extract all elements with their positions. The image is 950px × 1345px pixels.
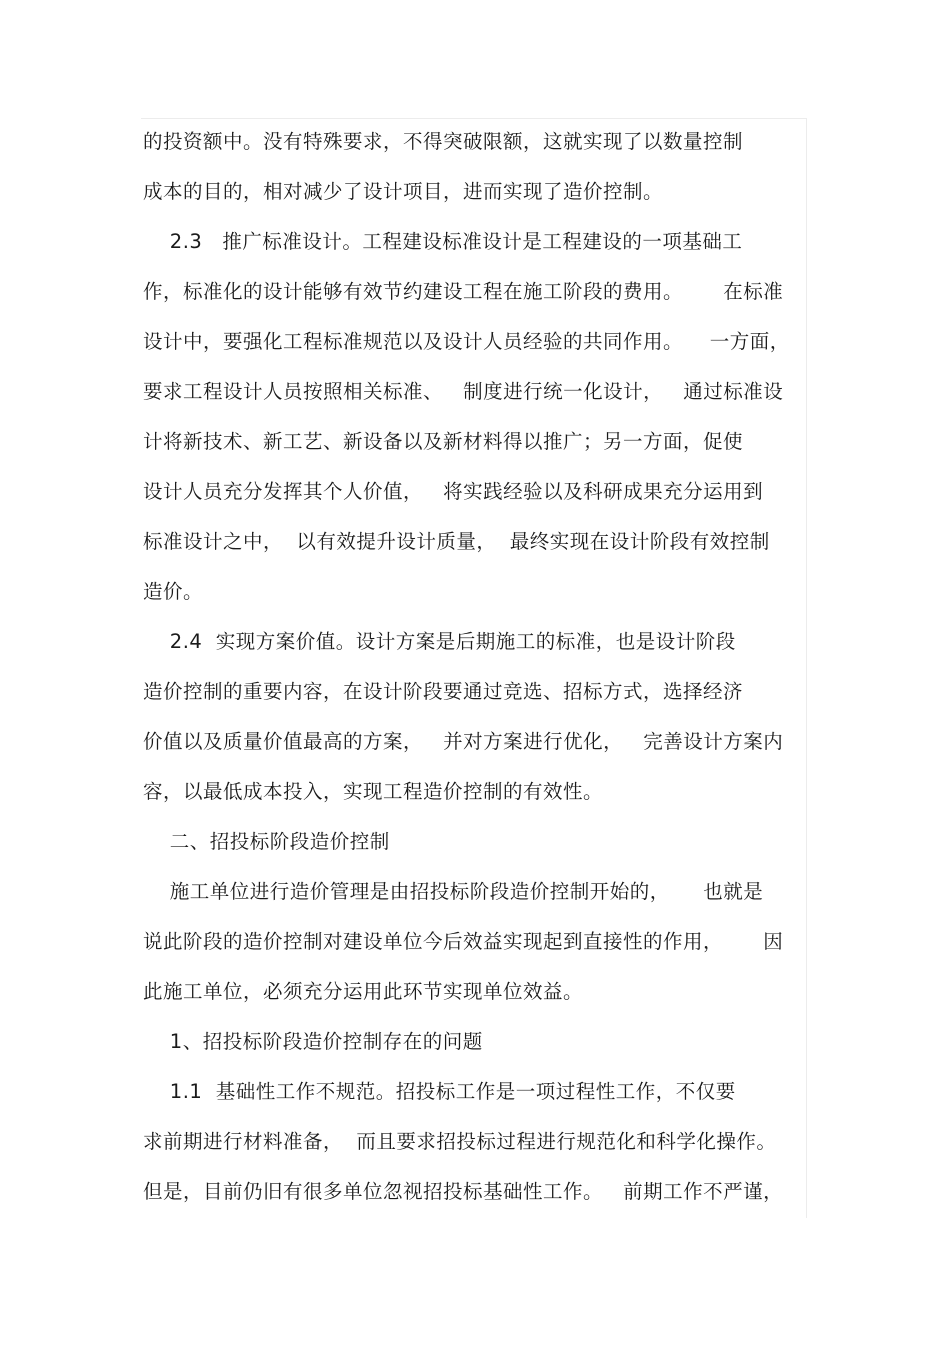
text-line: 造价。 [143,580,204,603]
text-line: 的投资额中。没有特殊要求，不得突破限额，这就实现了以数量控制 [143,130,744,153]
text-line: 1.1 基础性工作不规范。招投标工作是一项过程性工作，不仅要 [143,1080,736,1103]
text-line: 2.3 推广标准设计。工程建设标准设计是工程建设的一项基础工 [143,230,743,253]
text-line: 容，以最低成本投入，实现工程造价控制的有效性。 [143,780,604,803]
section-heading: 二、招投标阶段造价控制 [143,830,390,853]
text-line: 求前期进行材料准备， 而且要求招投标过程进行规范化和科学化操作。 [143,1130,777,1153]
text-line: 计将新技术、新工艺、新设备以及新材料得以推广；另一方面，促使 [143,430,744,453]
text-line: 此施工单位，必须充分运用此环节实现单位效益。 [143,980,584,1003]
text-line: 2.4 实现方案价值。设计方案是后期施工的标准，也是设计阶段 [143,630,736,653]
text-line: 说此阶段的造价控制对建设单位今后效益实现起到直接性的作用， 因 [143,930,784,953]
text-line: 价值以及质量价值最高的方案， 并对方案进行优化， 完善设计方案内 [143,730,784,753]
subsection-heading: 1、招投标阶段造价控制存在的问题 [143,1030,483,1053]
text-line: 成本的目的，相对减少了设计项目，进而实现了造价控制。 [143,180,664,203]
text-line: 造价控制的重要内容，在设计阶段要通过竞选、招标方式，选择经济 [143,680,744,703]
text-line: 设计人员充分发挥其个人价值， 将实践经验以及科研成果充分运用到 [143,480,764,503]
text-line: 设计中，要强化工程标准规范以及设计人员经验的共同作用。 一方面， [143,330,790,353]
text-line: 标准设计之中， 以有效提升设计质量， 最终实现在设计阶段有效控制 [143,530,770,553]
text-line: 施工单位进行造价管理是由招投标阶段造价控制开始的， 也就是 [143,880,764,903]
text-line: 作，标准化的设计能够有效节约建设工程在施工阶段的费用。 在标准 [143,280,784,303]
text-line: 要求工程设计人员按照相关标准、 制度进行统一化设计， 通过标准设 [143,380,784,403]
text-line: 但是，目前仍旧有很多单位忽视招投标基础性工作。 前期工作不严谨， [143,1180,784,1203]
